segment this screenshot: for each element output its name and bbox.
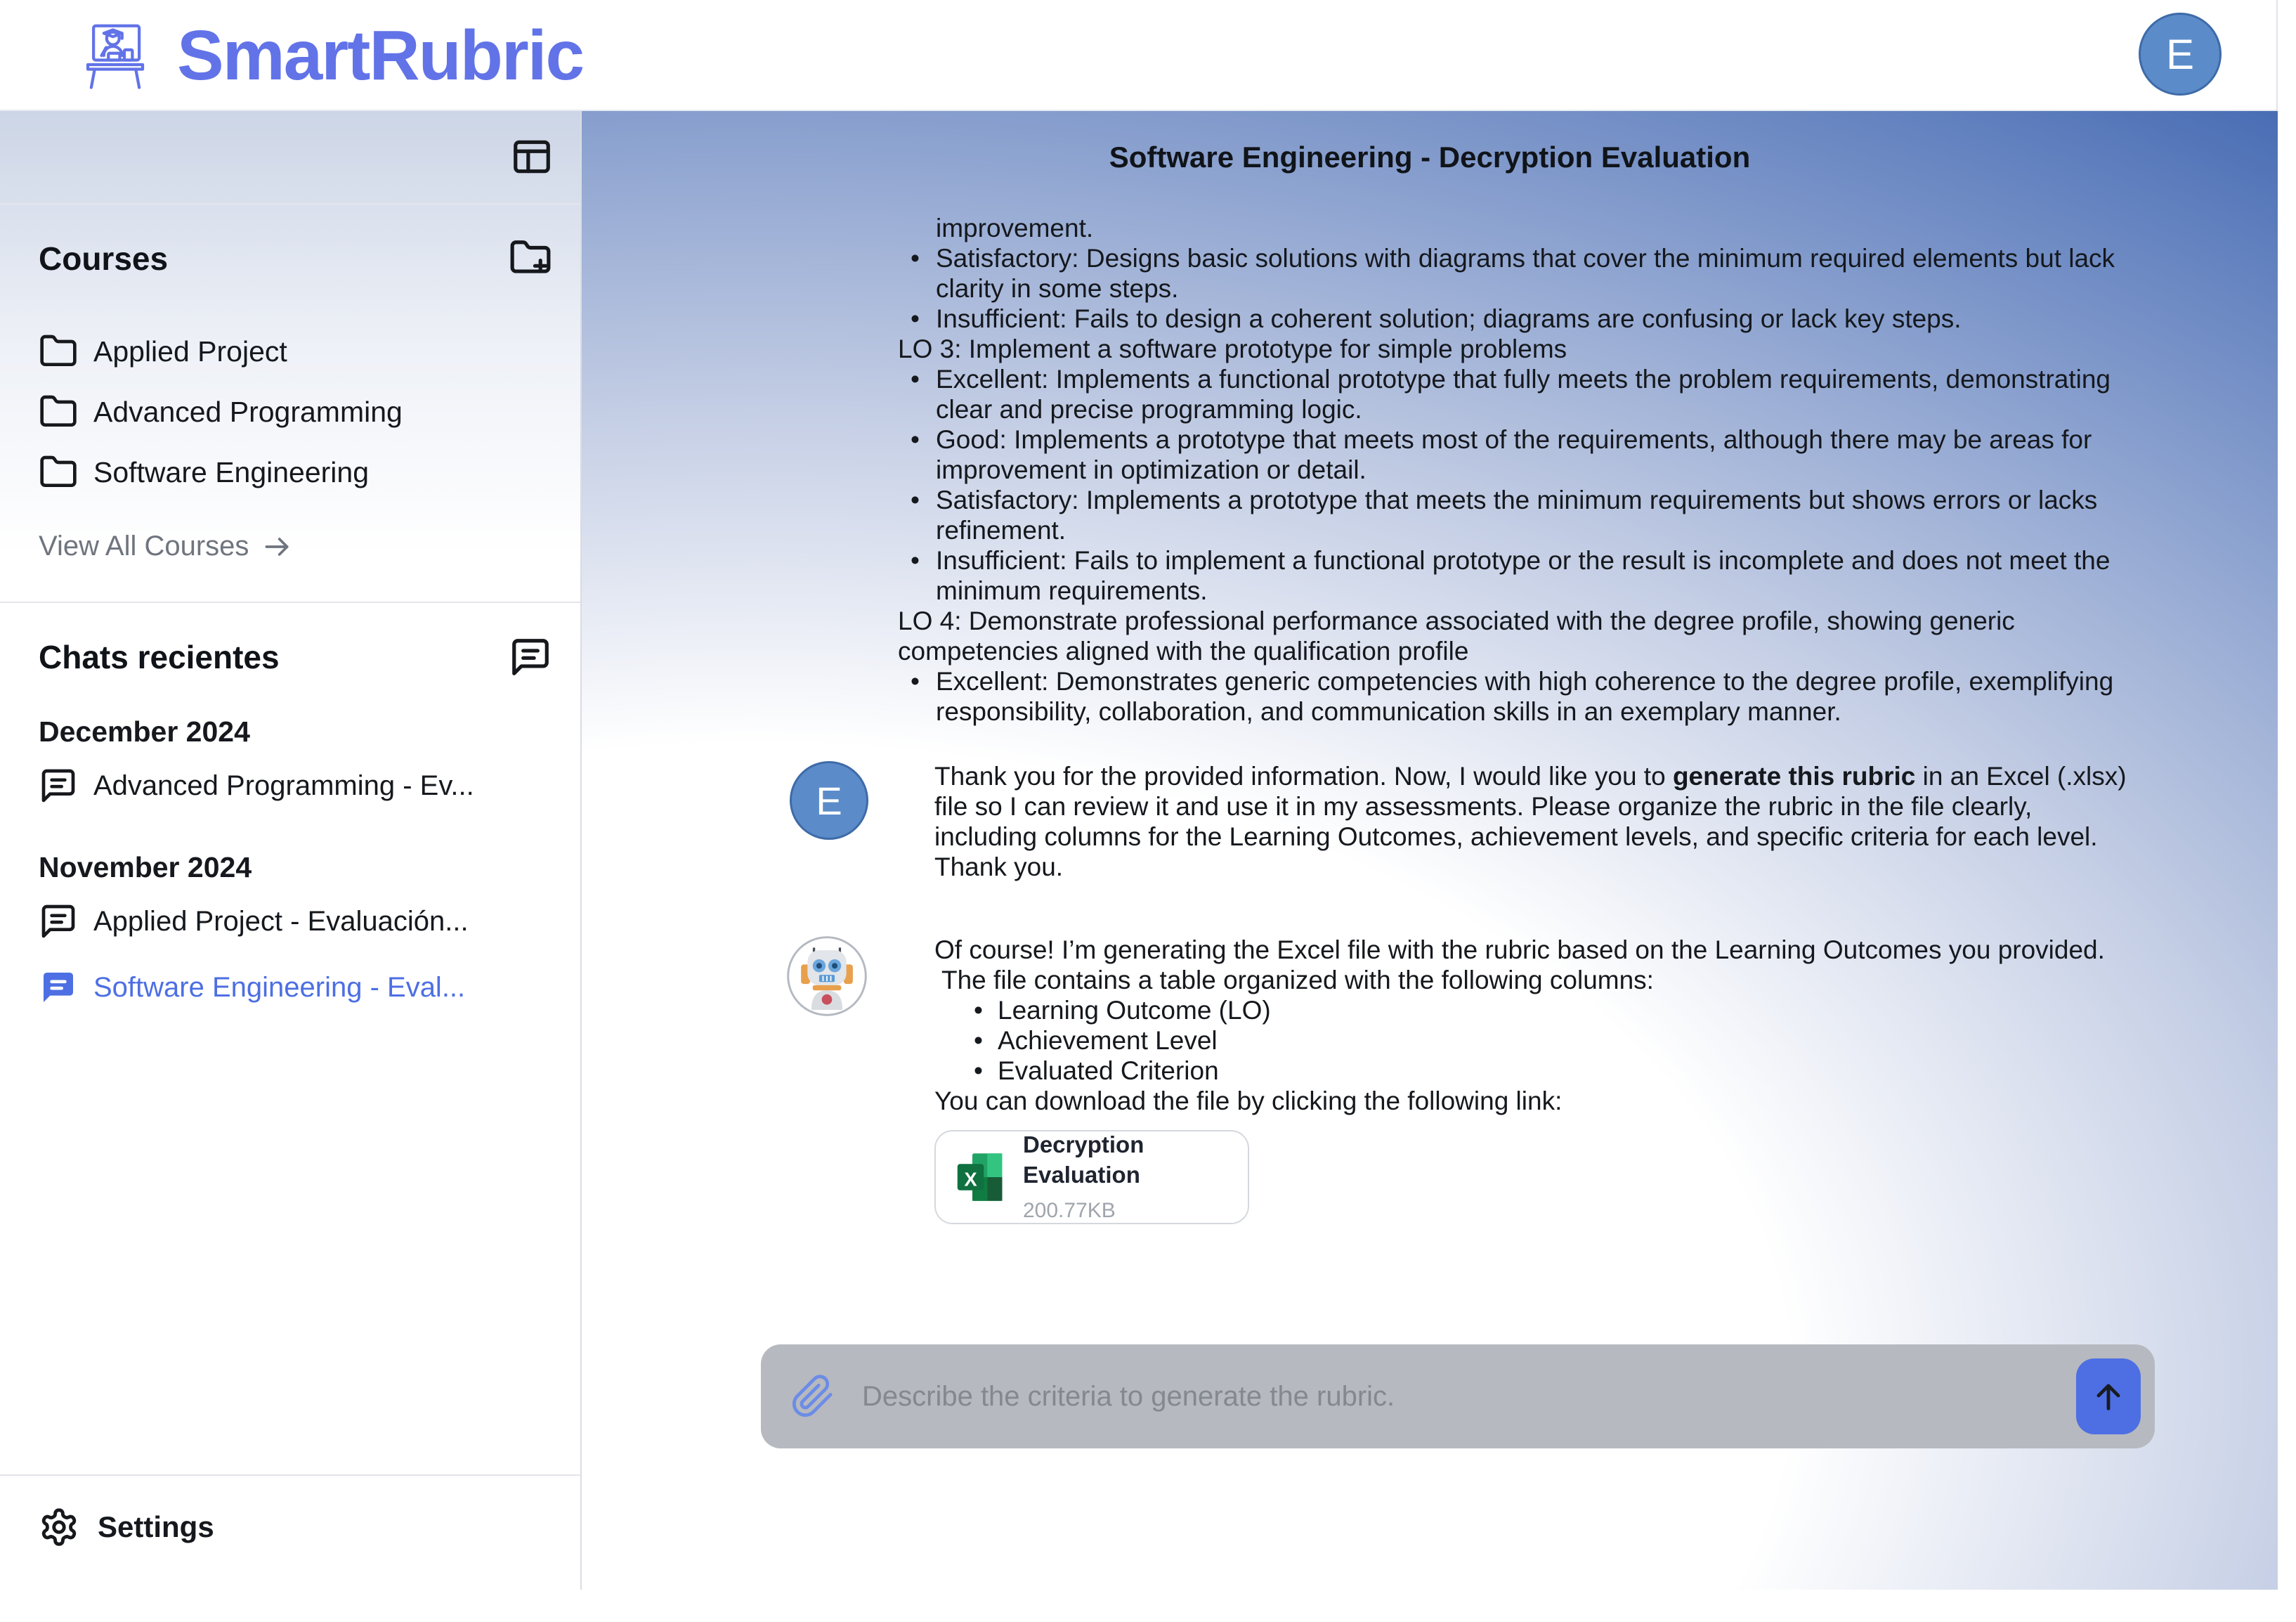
column-bullet: • Achievement Level — [974, 1026, 1218, 1055]
app-title: SmartRubric — [177, 16, 584, 95]
arrow-up-icon — [2090, 1378, 2127, 1415]
message-input-bar[interactable] — [761, 1344, 2155, 1448]
file-size: 200.77KB — [1023, 1198, 1116, 1222]
bot-line: The file contains a table organized with the following columns: — [941, 966, 1654, 994]
chat-group-month: November 2024 — [39, 851, 252, 883]
brand-logo — [79, 8, 583, 103]
chat-title: Software Engineering - Decryption Evaluation — [1109, 141, 1751, 174]
rubric-bullet: • Excellent: Implements a functional prototype that fully meets the problem requirements, demonstrating clear and precise programming logic. — [911, 365, 2111, 424]
course-label: Software Engineering — [93, 455, 370, 488]
chat-item-label: Advanced Programming - Ev... — [93, 770, 474, 801]
text-fragment: improvement. — [936, 214, 1094, 242]
course-label: Advanced Programming — [93, 395, 403, 428]
teacher-desk-logo-icon — [79, 19, 152, 92]
assistant-message-text — [934, 935, 2129, 1224]
sidebar — [0, 111, 582, 1590]
folder-icon — [39, 392, 78, 432]
profile-avatar[interactable]: E — [2139, 13, 2222, 96]
courses-heading: Courses — [39, 240, 169, 277]
rubric-bullet: • Satisfactory: Designs basic solutions with diagrams that cover the minimum required elements but lack clarity in some steps. — [911, 244, 2115, 303]
chat-main-area — [582, 111, 2278, 1590]
courses-section — [0, 205, 580, 602]
toggle-sidebar-button[interactable] — [510, 135, 554, 179]
recent-chats-heading: Chats recientes — [39, 639, 280, 675]
sidebar-spacer — [0, 1016, 580, 1474]
lo4-heading: LO 4: Demonstrate professional performance associated with the degree profile, showing generic competencies aligned with the qualification profile — [898, 606, 2015, 666]
assistant-message — [785, 935, 2129, 1224]
course-label: Applied Project — [93, 335, 287, 368]
robot-avatar-icon — [785, 935, 868, 1018]
sidebar-item-software-engineering[interactable] — [39, 442, 552, 502]
download-file-card[interactable] — [934, 1130, 1249, 1224]
course-list — [39, 321, 552, 502]
chat-message-input[interactable] — [862, 1381, 2076, 1413]
bot-line: You can download the file by clicking the following link: — [934, 1086, 1563, 1115]
rubric-bullet: • Excellent: Demonstrates generic competencies with high coherence to the degree profile, exemplifying responsibility, collaboration, and communication skills in an exemplary manner. — [911, 667, 2114, 726]
rubric-bullet: • Insufficient: Fails to implement a functional prototype or the result is incomplete and does not meet the minimum requirements. — [911, 546, 2111, 605]
top-header — [0, 0, 2276, 111]
sidebar-toolbar — [0, 111, 580, 205]
view-all-courses-link[interactable]: View All Courses — [39, 531, 552, 602]
settings-label: Settings — [98, 1510, 214, 1543]
chat-item-label: Software Engineering - Eval... — [93, 971, 466, 1003]
gear-icon — [39, 1507, 79, 1548]
file-name: Decryption Evaluation — [1023, 1131, 1144, 1188]
sidebar-item-advanced-programming[interactable] — [39, 382, 552, 442]
rubric-bullet: • Good: Implements a prototype that meets most of the requirements, although there may be areas for improvement in optimization or detail. — [911, 425, 2092, 484]
excel-file-icon — [951, 1149, 1007, 1205]
column-bullet: • Learning Outcome (LO) — [974, 996, 1271, 1025]
chat-item-advanced-programming[interactable] — [39, 757, 552, 815]
column-bullet: • Evaluated Criterion — [974, 1056, 1219, 1085]
chat-item-label: Applied Project - Evaluación... — [93, 905, 469, 937]
layout-panel-icon — [510, 135, 554, 179]
chat-bubble-icon — [39, 902, 78, 941]
new-chat-button[interactable] — [509, 635, 552, 679]
rubric-bullet: • Satisfactory: Implements a prototype that meets the minimum requirements but shows errors or lacks refinement. — [911, 486, 2098, 545]
recent-chats-section — [0, 603, 580, 1016]
send-button[interactable] — [2076, 1358, 2141, 1434]
lo3-heading: LO 3: Implement a software prototype for simple problems — [898, 335, 1567, 363]
svg-text:X: X — [964, 1168, 977, 1190]
chat-group-month: December 2024 — [39, 715, 250, 748]
user-message-text: Thank you for the provided information. Now, I would like you to generate this rubric in an Excel (.xlsx) file so I can review it and use it in my assessments. Please organize the rubric in the file clearly, including columns for the Learning Outcomes, achievement levels, and specific criteria for each level. Thank you. — [934, 762, 2127, 881]
settings-button[interactable] — [0, 1474, 580, 1590]
paperclip-attach-icon[interactable] — [790, 1374, 835, 1419]
bot-line: Of course! I’m generating the Excel file with the rubric based on the Learning Outcomes you provided. — [934, 935, 2105, 964]
rubric-bullet: • Insufficient: Fails to design a coherent solution; diagrams are confusing or lack key steps. — [911, 304, 1962, 333]
user-message — [790, 761, 2129, 882]
folder-icon — [39, 453, 78, 492]
add-course-button[interactable] — [509, 237, 552, 280]
bold-phrase: generate this rubric — [1672, 762, 1916, 791]
chat-bubble-icon — [509, 635, 552, 679]
chat-bubble-icon — [39, 766, 78, 805]
sidebar-item-applied-project[interactable] — [39, 321, 552, 382]
arrow-right-icon — [261, 531, 292, 562]
folder-plus-icon — [509, 237, 552, 280]
chat-item-software-engineering-active[interactable] — [39, 959, 552, 1016]
folder-icon — [39, 332, 78, 371]
chat-item-applied-project[interactable] — [39, 893, 552, 950]
user-avatar: E — [790, 761, 868, 840]
rubric-history-text — [898, 213, 2136, 727]
chat-bubble-filled-icon — [39, 968, 78, 1007]
